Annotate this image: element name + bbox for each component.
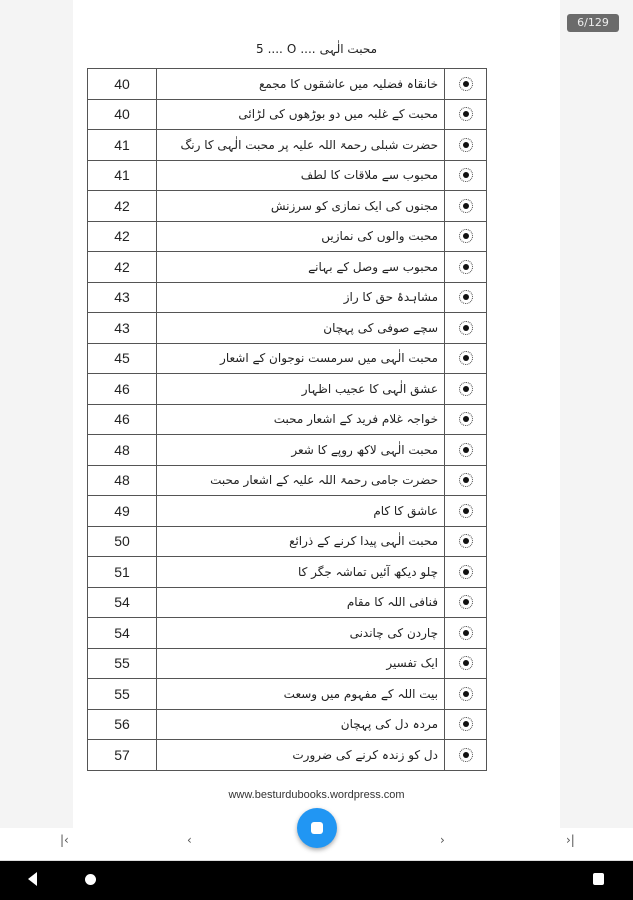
chapter-title-cell: مجنوں کی ایک نمازی کو سرزنش <box>157 191 445 222</box>
page-number-cell: 43 <box>88 313 157 344</box>
bullet-cell <box>445 648 487 679</box>
bullet-cell <box>445 130 487 161</box>
chapter-title-cell: عشق الٰہی کا عجیب اظہار <box>157 374 445 405</box>
bullet-icon <box>459 199 473 213</box>
bullet-icon <box>459 717 473 731</box>
table-row <box>88 221 487 252</box>
bullet-cell <box>445 160 487 191</box>
bullet-cell <box>445 435 487 466</box>
previous-page-button[interactable]: ‹ <box>187 833 192 847</box>
bullet-icon <box>459 595 473 609</box>
bullet-cell <box>445 374 487 405</box>
page-header <box>0 42 633 56</box>
contents-table <box>87 68 487 771</box>
page-number-cell: 51 <box>88 557 157 588</box>
bullet-cell <box>445 252 487 283</box>
table-row <box>88 557 487 588</box>
bullet-icon <box>459 260 473 274</box>
table-row <box>88 69 487 100</box>
bullet-icon <box>459 351 473 365</box>
chapter-title-cell: دل کو زندہ کرنے کی ضرورت <box>157 740 445 771</box>
bullet-icon <box>459 412 473 426</box>
chapter-title-cell: بیت اللہ کے مفہوم میں وسعت <box>157 679 445 710</box>
page-number-cell: 49 <box>88 496 157 527</box>
page-number-cell: 42 <box>88 191 157 222</box>
chapter-title-cell: حضرت شبلی رحمۃ اللہ علیہ پر محبت الٰہی کا رنگ <box>157 130 445 161</box>
table-row <box>88 740 487 771</box>
bullet-cell <box>445 404 487 435</box>
bullet-icon <box>459 290 473 304</box>
chapter-title-cell: مشاہدۂ حق کا راز <box>157 282 445 313</box>
bullet-icon <box>459 504 473 518</box>
chapter-title-cell: محبت الٰہی میں سرمست نوجوان کے اشعار <box>157 343 445 374</box>
bullet-cell <box>445 465 487 496</box>
bullet-cell <box>445 557 487 588</box>
chapter-title-cell: سچے صوفی کی پہچان <box>157 313 445 344</box>
bullet-icon <box>459 656 473 670</box>
page-number-cell: 50 <box>88 526 157 557</box>
chapter-title-cell: چلو دیکھ آئیں تماشہ جگر کا <box>157 557 445 588</box>
bullet-icon <box>459 687 473 701</box>
page-number-cell: 41 <box>88 130 157 161</box>
page-number-cell: 55 <box>88 648 157 679</box>
chapter-title-cell: محبت الٰہی لاکھ روپے کا شعر <box>157 435 445 466</box>
fullscreen-fab-button[interactable] <box>297 808 337 848</box>
page-number-cell: 41 <box>88 160 157 191</box>
page-number-cell: 42 <box>88 252 157 283</box>
bullet-icon <box>459 626 473 640</box>
first-page-button[interactable]: |‹ <box>60 833 69 847</box>
next-page-button[interactable]: › <box>440 833 445 847</box>
table-row <box>88 99 487 130</box>
page-number-cell: 48 <box>88 435 157 466</box>
header-separator: O <box>286 42 297 56</box>
bullet-cell <box>445 709 487 740</box>
chapter-title-cell: محبوب سے ملاقات کا لطف <box>157 160 445 191</box>
chapter-title-cell: مردہ دل کی پہچان <box>157 709 445 740</box>
back-icon[interactable] <box>28 872 37 886</box>
bullet-icon <box>459 473 473 487</box>
page-number-cell: 48 <box>88 465 157 496</box>
page-number-cell: 55 <box>88 679 157 710</box>
table-row <box>88 191 487 222</box>
chapter-title-cell: خواجہ غلام فرید کے اشعار محبت <box>157 404 445 435</box>
table-row <box>88 496 487 527</box>
table-row <box>88 618 487 649</box>
bullet-cell <box>445 282 487 313</box>
table-row <box>88 343 487 374</box>
bullet-icon <box>459 382 473 396</box>
table-row <box>88 679 487 710</box>
table-row <box>88 282 487 313</box>
page-number-cell: 56 <box>88 709 157 740</box>
bullet-icon <box>459 565 473 579</box>
bullet-icon <box>459 443 473 457</box>
chapter-title-cell: عاشق کا کام <box>157 496 445 527</box>
bullet-icon <box>459 107 473 121</box>
bullet-cell <box>445 69 487 100</box>
header-page-number: 5 <box>255 42 264 56</box>
bullet-icon <box>459 321 473 335</box>
system-navigation-bar <box>0 861 633 900</box>
page-number-cell: 54 <box>88 587 157 618</box>
table-row <box>88 526 487 557</box>
chapter-title-cell: محبت والوں کی نمازیں <box>157 221 445 252</box>
page-number-cell: 40 <box>88 69 157 100</box>
chapter-title-cell: فنافی اللہ کا مقام <box>157 587 445 618</box>
bullet-cell <box>445 343 487 374</box>
table-row <box>88 587 487 618</box>
page-number-cell: 40 <box>88 99 157 130</box>
header-dots: .... <box>267 42 283 56</box>
bullet-icon <box>459 168 473 182</box>
bullet-cell <box>445 740 487 771</box>
bullet-cell <box>445 587 487 618</box>
page-number-cell: 43 <box>88 282 157 313</box>
bullet-cell <box>445 191 487 222</box>
bullet-cell <box>445 313 487 344</box>
header-dots: .... <box>300 42 316 56</box>
last-page-button[interactable]: ›| <box>566 833 575 847</box>
page-number-cell: 46 <box>88 374 157 405</box>
chapter-title-cell: ایک تفسیر <box>157 648 445 679</box>
chapter-title-cell: چاردن کی چاندنی <box>157 618 445 649</box>
table-row <box>88 130 487 161</box>
bullet-icon <box>459 138 473 152</box>
page-number-cell: 57 <box>88 740 157 771</box>
chapter-title-cell: محبت کے غلبہ میں دو بوڑھوں کی لڑائی <box>157 99 445 130</box>
page-number-cell: 54 <box>88 618 157 649</box>
chapter-title-cell: محبت الٰہی پیدا کرنے کے ذرائع <box>157 526 445 557</box>
bullet-cell <box>445 496 487 527</box>
bullet-icon <box>459 534 473 548</box>
bullet-cell <box>445 679 487 710</box>
page-number-cell: 46 <box>88 404 157 435</box>
bullet-icon <box>459 748 473 762</box>
header-book-title: محبت الٰہی <box>319 42 378 56</box>
table-row <box>88 648 487 679</box>
table-row <box>88 374 487 405</box>
table-row <box>88 252 487 283</box>
table-row <box>88 404 487 435</box>
bullet-cell <box>445 618 487 649</box>
table-row <box>88 709 487 740</box>
bullet-cell <box>445 99 487 130</box>
page-indicator-badge: 6/129 <box>567 14 619 32</box>
chapter-title-cell: محبوب سے وصل کے بہانے <box>157 252 445 283</box>
footer-url: www.besturdubooks.wordpress.com <box>228 789 405 801</box>
table-row <box>88 465 487 496</box>
home-icon[interactable] <box>85 874 96 885</box>
chapter-title-cell: خانقاہ فضلیہ میں عاشقوں کا مجمع <box>157 69 445 100</box>
table-row <box>88 435 487 466</box>
bullet-cell <box>445 526 487 557</box>
table-row <box>88 313 487 344</box>
bullet-icon <box>459 229 473 243</box>
table-row <box>88 160 487 191</box>
chapter-title-cell: حضرت جامی رحمۃ اللہ علیہ کے اشعار محبت <box>157 465 445 496</box>
page-number-cell: 45 <box>88 343 157 374</box>
bullet-icon <box>459 77 473 91</box>
page-number-cell: 42 <box>88 221 157 252</box>
bullet-cell <box>445 221 487 252</box>
recents-icon[interactable] <box>593 873 604 885</box>
